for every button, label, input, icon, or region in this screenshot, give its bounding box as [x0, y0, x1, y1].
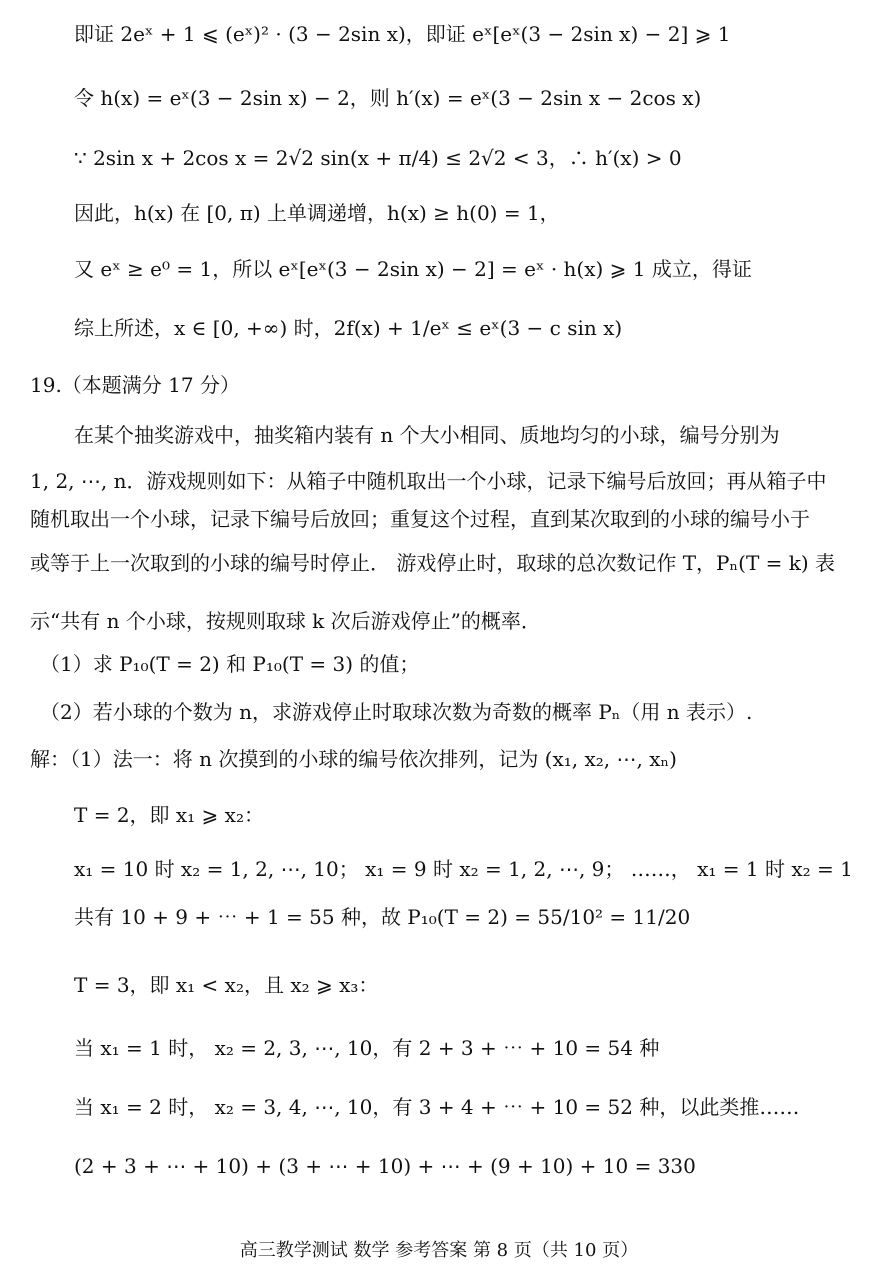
problem-text-3: 随机取出一个小球，记录下编号后放回；重复这个过程，直到某次取到的小球的编号小于	[30, 507, 810, 531]
problem-text-5: 示“共有 n 个小球，按规则取球 k 次后游戏停止”的概率．	[30, 609, 541, 633]
question-1: （1）求 P₁₀(T = 2) 和 P₁₀(T = 3) 的值；	[40, 652, 420, 676]
solution-line-3: 共有 10 + 9 + ⋯ + 1 = 55 种，故 P₁₀(T = 2) = 55/10² = 11/20	[74, 905, 691, 929]
solution-intro: 解：（1）法一：将 n 次摸到的小球的编号依次排列，记为 (x₁, x₂, ⋯, xₙ)	[30, 747, 677, 771]
page-footer: 高三教学测试 数学 参考答案 第 8 页（共 10 页）	[239, 1240, 639, 1261]
solution-line-7: (2 + 3 + ⋯ + 10) + (3 + ⋯ + 10) + ⋯ + (9 + 10) + 10 = 330	[74, 1154, 696, 1178]
solution-line-4: T = 3，即 x₁ < x₂，且 x₂ ⩾ x₃：	[74, 973, 379, 997]
solution-line-2: x₁ = 10 时 x₂ = 1, 2, ⋯, 10； x₁ = 9 时 x₂ = 1, 2, ⋯, 9； ……， x₁ = 1 时 x₂ = 1	[74, 857, 853, 881]
problem-text-2: 1, 2, ⋯, n．游戏规则如下：从箱子中随机取出一个小球，记录下编号后放回；再从箱子中	[30, 469, 827, 493]
solution-line-1: T = 2，即 x₁ ⩾ x₂：	[74, 803, 264, 827]
proof-line-3: ∵ 2sin x + 2cos x = 2√2 sin(x + π/4) ≤ 2√2 < 3，∴ h′(x) > 0	[74, 146, 682, 170]
solution-line-5: 当 x₁ = 1 时， x₂ = 2, 3, ⋯, 10，有 2 + 3 + ⋯ + 10 = 54 种	[74, 1036, 660, 1060]
proof-line-6: 综上所述，x ∈ [0, +∞) 时，2f(x) + 1/eˣ ≤ eˣ(3 − c sin x)	[74, 316, 623, 340]
problem-text-4: 或等于上一次取到的小球的编号时停止． 游戏停止时，取球的总次数记作 T，Pₙ(T = k) 表	[30, 551, 836, 575]
proof-line-4: 因此，h(x) 在 [0, π) 上单调递增，h(x) ≥ h(0) = 1，	[74, 201, 560, 225]
proof-line-2: 令 h(x) = eˣ(3 − 2sin x) − 2，则 h′(x) = eˣ(3 − 2sin x − 2cos x)	[74, 86, 702, 110]
problem-header: 19.（本题满分 17 分）	[30, 373, 240, 397]
proof-line-1: 即证 2eˣ + 1 ⩽ (eˣ)² · (3 − 2sin x)，即证 eˣ[eˣ(3 − 2sin x) − 2] ⩾ 1	[74, 22, 731, 46]
problem-text-1: 在某个抽奖游戏中，抽奖箱内装有 n 个大小相同、质地均匀的小球，编号分别为	[74, 423, 780, 447]
question-2: （2）若小球的个数为 n，求游戏停止时取球次数为奇数的概率 Pₙ（用 n 表示）.	[40, 700, 753, 724]
proof-line-5: 又 eˣ ≥ e⁰ = 1，所以 eˣ[eˣ(3 − 2sin x) − 2] = eˣ · h(x) ⩾ 1 成立，得证	[74, 257, 752, 281]
solution-line-6: 当 x₁ = 2 时， x₂ = 3, 4, ⋯, 10，有 3 + 4 + ⋯ + 10 = 52 种，以此类推……	[74, 1095, 800, 1119]
